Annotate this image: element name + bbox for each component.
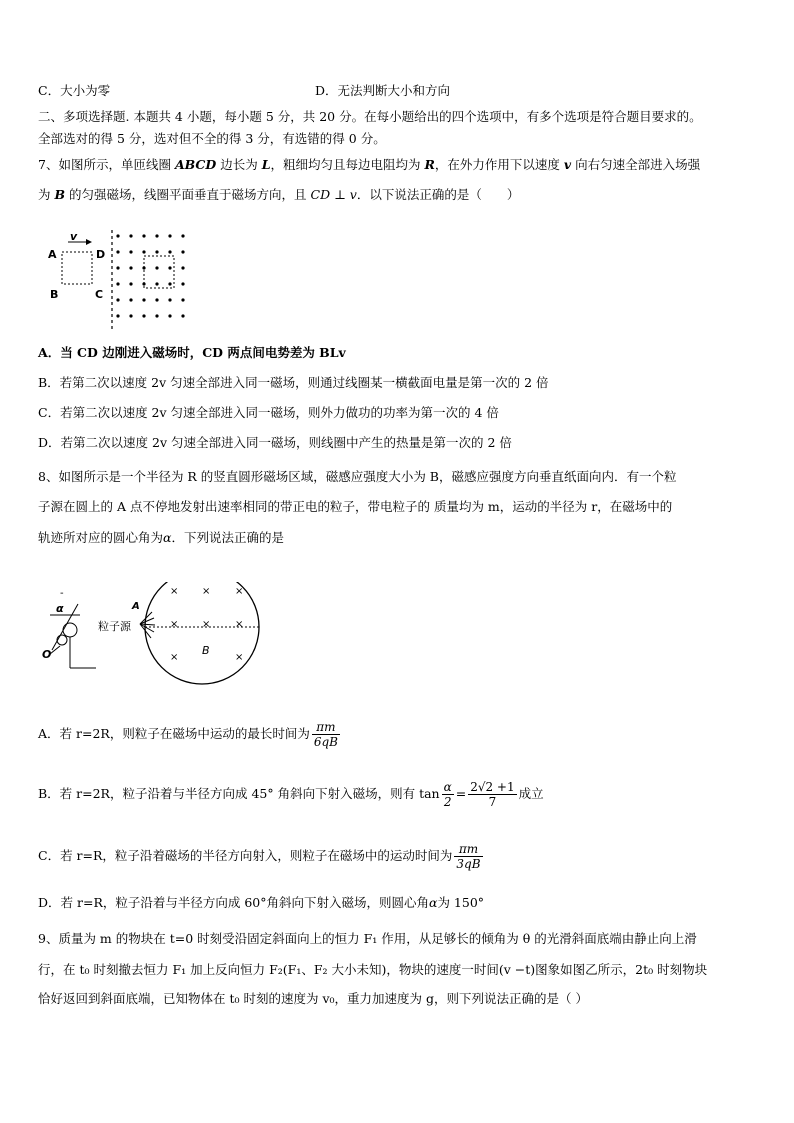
field-dot <box>155 266 158 269</box>
field-dot <box>129 298 132 301</box>
q6-option-d: D．无法判断大小和方向 <box>315 83 451 98</box>
field-cross: × <box>235 586 244 597</box>
field-dot <box>116 314 119 317</box>
field-dot <box>116 282 119 285</box>
field-dot <box>168 250 171 253</box>
q9-stem-line2: 行，在 t₀ 时刻撤去恒力 F₁ 加上反向恒力 F₂(F₁、F₂ 大小未知)，物块的速度一时间(v −t)图象如图乙所示，2t₀ 时刻物块 <box>38 962 708 977</box>
q8-option-d: D．若 r=R，粒子沿着与半径方向成 60°角斜向下射入磁场，则圆心角α为 150° <box>38 895 485 910</box>
field-cross: × <box>202 619 211 630</box>
field-dot <box>155 234 158 237</box>
label-alpha: α <box>56 602 64 615</box>
field-cross: × <box>235 652 244 663</box>
q7-option-a: A．当 CD 边刚进入磁场时，CD 两点间电势差为 BLv <box>38 345 346 360</box>
q7-option-d: D．若第二次以速度 2v 匀速全部进入同一磁场，则线圈中产生的热量是第一次的 2 倍 <box>38 435 512 450</box>
source-disc <box>63 623 77 637</box>
magnetic-field-circle <box>145 582 259 684</box>
q8-option-a: A．若 r=2R，则粒子在磁场中运动的最长时间为 $\frac{\pi m}{6qB}$ <box>38 720 338 749</box>
field-dot <box>181 298 184 301</box>
field-dot <box>168 314 171 317</box>
field-dot <box>142 298 145 301</box>
q8-stem-line3: 轨迹所对应的圆心角为α．下列说法正确的是 <box>38 530 284 545</box>
field-dot <box>181 266 184 269</box>
field-dot <box>116 298 119 301</box>
section2-line2: 全部选对的得 5 分，选对但不全的得 3 分，有选错的得 0 分。 <box>38 131 386 146</box>
field-dot <box>168 298 171 301</box>
field-dot <box>155 298 158 301</box>
field-dot <box>181 250 184 253</box>
field-dot <box>181 314 184 317</box>
field-dot <box>129 282 132 285</box>
field-dot <box>116 266 119 269</box>
q8-option-b: B．若 r=2R，粒子沿着与半径方向成 45° 角斜向下射入磁场，则有 tan $\frac{\alpha}{2}$ = $\frac{2√2 +1}{7}$ 成立 <box>38 780 544 809</box>
label-d: D <box>96 248 106 261</box>
field-dot <box>129 250 132 253</box>
field-dot <box>181 234 184 237</box>
field-dot <box>129 234 132 237</box>
field-cross: × <box>235 619 244 630</box>
q8-stem-line1: 8、如图所示是一个半径为 R 的竖直圆形磁场区域，磁感应强度大小为 B，磁感应强度方向垂直纸面向内．有一个粒 <box>38 469 677 484</box>
q8-option-c: C．若 r=R，粒子沿着磁场的半径方向射入，则粒子在磁场中的运动时间为 $\frac{\pi m}{3qB}$ <box>38 842 481 871</box>
q6-option-c: C．大小为零 <box>38 83 111 98</box>
label-a: A <box>48 248 57 261</box>
q9-stem-line1: 9、质量为 m 的物块在 t=0 时刻受沿固定斜面向上的恒力 F₁ 作用，从足够长的倾角为 θ 的光滑斜面底端由静止向上滑 <box>38 931 697 946</box>
field-cross: × <box>170 586 179 597</box>
label-b: B <box>50 288 59 301</box>
q7-stem-line1: 7、如图所示，单匝线圈 ABCD 边长为 L，粗细均匀且每边电阻均为 R，在外力作用下以速度 v 向右匀速全部进入场强 <box>38 157 701 172</box>
field-dot <box>116 250 119 253</box>
field-dot <box>129 266 132 269</box>
emission-arrows <box>140 612 155 638</box>
q8-figure <box>40 582 280 702</box>
label-c: C <box>95 288 104 301</box>
section2-line1: 二、多项选择题. 本题共 4 小题，每小题 5 分，共 20 分。在每小题给出的四个选项中，有多个选项是符合题目要求的。 <box>38 109 702 124</box>
field-cross: × <box>170 619 179 630</box>
q7-option-c: C．若第二次以速度 2v 匀速全部进入同一磁场，则外力做功的功率为第一次的 4 倍 <box>38 405 499 420</box>
q8-stem-line2: 子源在圆上的 A 点不停地发射出速率相同的带正电的粒子，带电粒子的 质量均为 m，运动的半径为 r，在磁场中的 <box>38 499 673 514</box>
label-particle-source: 粒子源 <box>98 620 131 633</box>
field-dot <box>142 234 145 237</box>
field-dot <box>142 250 145 253</box>
field-dot <box>181 282 184 285</box>
field-dot <box>129 314 132 317</box>
coil-square <box>62 252 92 284</box>
q7-stem-line2: 为 B 的匀强磁场，线圈平面垂直于磁场方向，且 CD ⊥ v．以下说法正确的是（ ） <box>38 187 520 202</box>
label-v: v <box>70 230 78 243</box>
q7-figure <box>40 228 200 332</box>
field-dot <box>168 282 171 285</box>
q9-stem-line3: 恰好返回到斜面底端，已知物体在 t₀ 时刻的速度为 v₀，重力加速度为 g，则下列说法正确的是（ ） <box>38 991 588 1006</box>
field-dot <box>168 234 171 237</box>
field-dot <box>168 266 171 269</box>
field-dot <box>155 314 158 317</box>
field-cross: × <box>170 652 179 663</box>
field-dot <box>155 250 158 253</box>
label-o: O <box>42 648 52 661</box>
label-b: B <box>202 644 210 657</box>
q7-option-b: B．若第二次以速度 2v 匀速全部进入同一磁场，则通过线圈某一横截面电量是第一次的 2 倍 <box>38 375 549 390</box>
field-dot <box>142 314 145 317</box>
label-a: A <box>132 601 140 612</box>
field-dot <box>116 234 119 237</box>
field-cross: × <box>202 586 211 597</box>
label-minus: - <box>60 588 64 599</box>
field-dot <box>155 282 158 285</box>
